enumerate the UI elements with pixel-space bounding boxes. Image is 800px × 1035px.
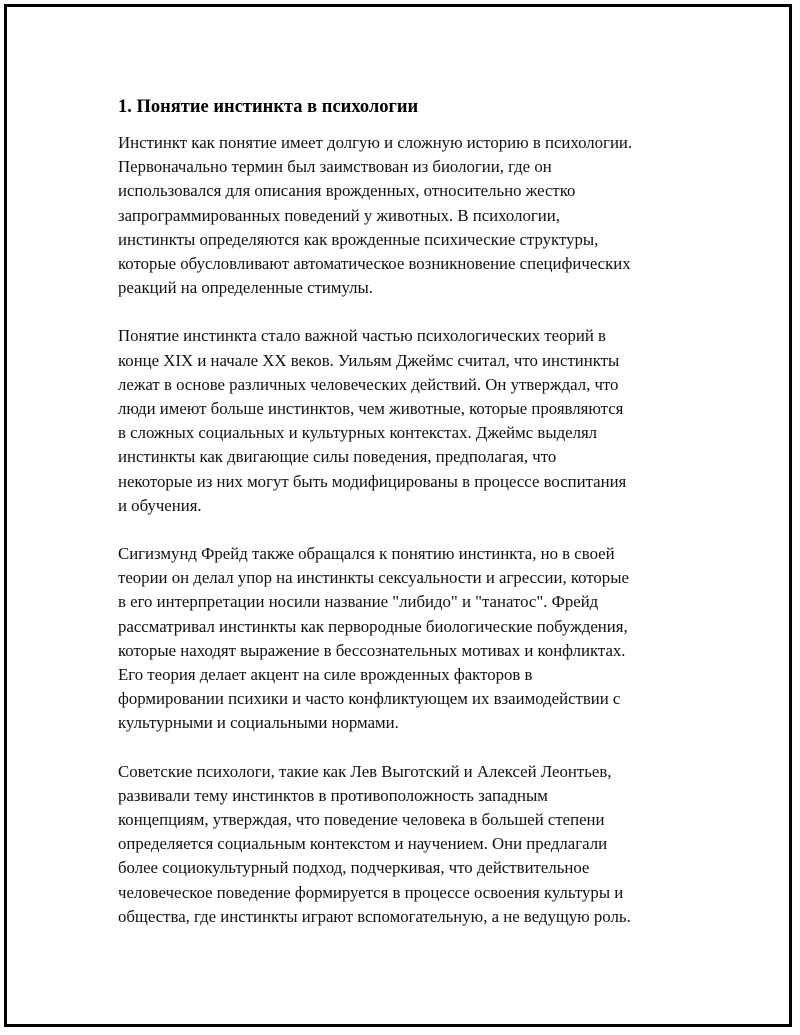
- paragraph-line: лежат в основе различных человеческих действий. Он утверждал, что: [118, 374, 619, 394]
- paragraph-line: в сложных социальных и культурных контекстах. Джеймс выделял: [118, 423, 598, 443]
- document-body: [118, 94, 693, 953]
- body-paragraph: [118, 131, 693, 300]
- paragraph-line: и обучения.: [118, 495, 202, 515]
- paragraph-line: развивали тему инстинктов в противоположность западным: [118, 785, 548, 805]
- paragraph-line: которые находят выражение в бессознательных мотивах и конфликтах.: [118, 640, 626, 660]
- body-paragraph: [118, 324, 693, 518]
- paragraph-line: люди имеют больше инстинктов, чем животные, которые проявляются: [118, 399, 624, 419]
- paragraph-line: Инстинкт как понятие имеет долгую и сложную историю в психологии.: [118, 133, 633, 152]
- paragraph-line: которые обусловливают автоматическое возникновение специфических: [118, 254, 631, 274]
- paragraph-line: запрограммированных поведений у животных. В психологии,: [118, 205, 560, 225]
- paragraph-line: инстинкты как двигающие силы поведения, предполагая, что: [118, 447, 557, 467]
- paragraph-line: концепциям, утверждая, что поведение человека в большей степени: [118, 810, 605, 830]
- paragraph-line: определяется социальным контекстом и научением. Они предлагали: [118, 834, 608, 854]
- paragraph-line: теории он делал упор на инстинкты сексуальности и агрессии, которые: [118, 568, 629, 588]
- paragraphs-container: [118, 131, 693, 929]
- paragraph-line: рассматривал инстинкты как первородные биологические побуждения,: [118, 616, 628, 636]
- paragraph-line: реакций на определенные стимулы.: [118, 278, 373, 298]
- paragraph-line: культурными и социальными нормами.: [118, 713, 399, 733]
- paragraph-line: Советские психологи, такие как Лев Выготский и Алексей Леонтьев,: [118, 761, 612, 781]
- paragraph-line: Сигизмунд Фрейд также обращался к понятию инстинкта, но в своей: [118, 544, 615, 564]
- body-paragraph: [118, 542, 693, 736]
- paragraph-line: конце XIX и начале XX веков. Уильям Джеймс считал, что инстинкты: [118, 350, 620, 370]
- paragraph-line: более социокультурный подход, подчеркивая, что действительное: [118, 858, 590, 878]
- body-paragraph: [118, 760, 693, 929]
- paragraph-line: некоторые из них могут быть модифицированы в процессе воспитания: [118, 471, 627, 491]
- paragraph-line: инстинкты определяются как врожденные психические структуры,: [118, 229, 599, 249]
- section-heading: 1. Понятие инстинкта в психологии: [118, 97, 419, 117]
- paragraph-line: общества, где инстинкты играют вспомогательную, а не ведущую роль.: [118, 906, 631, 926]
- paragraph-line: Его теория делает акцент на силе врожденных факторов в: [118, 665, 533, 685]
- paragraph-line: использовался для описания врожденных, относительно жестко: [118, 181, 576, 201]
- paragraph-line: Понятие инстинкта стало важной частью психологических теорий в: [118, 326, 606, 346]
- paragraph-line: Первоначально термин был заимствован из биологии, где он: [118, 157, 552, 177]
- paragraph-line: формировании психики и часто конфликтующем их взаимодействии с: [118, 689, 621, 709]
- paragraph-line: человеческое поведение формируется в процессе освоения культуры и: [118, 882, 624, 902]
- paragraph-line: в его интерпретации носили название "либидо" и "танатос". Фрейд: [118, 592, 599, 612]
